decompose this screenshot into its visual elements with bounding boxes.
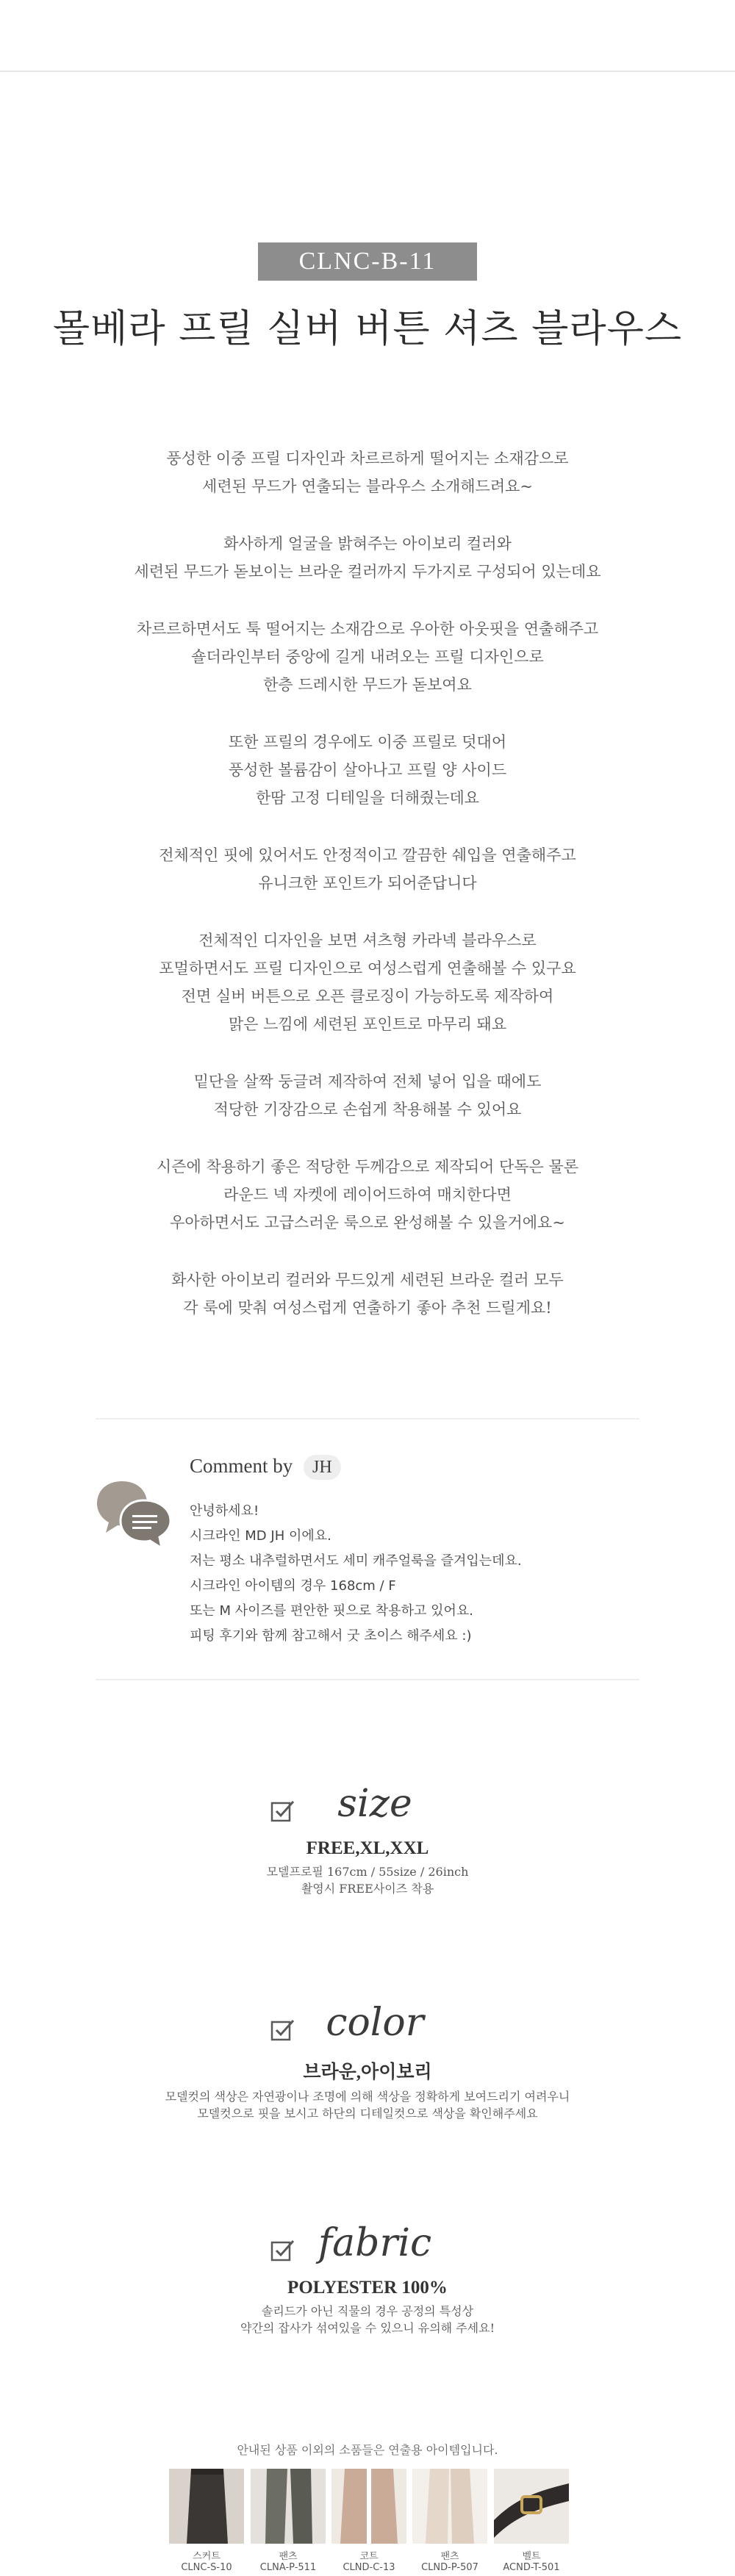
related-item[interactable] [494,2469,569,2573]
related-item-thumbnail[interactable] [169,2469,244,2544]
description-line: 유니크한 포인트가 되어준답니다 [258,874,477,892]
comment-line: 시크라인 아이템의 경우 168cm / F [190,1578,396,1594]
description-line: 적당한 기장감으로 손쉽게 착용해볼 수 있어요 [213,1101,522,1118]
fabric-value: POLYESTER 100% [287,2278,448,2298]
description-line: 전면 실버 버튼으로 오픈 클로징이 가능하도록 제작하여 [181,987,554,1005]
description-line: 라운드 넥 자켓에 레이어드하여 매치한다면 [223,1186,512,1204]
related-item[interactable] [251,2469,326,2573]
related-item-code: CLND-P-507 [421,2562,478,2573]
size-note-line: 촬영시 FREE사이즈 착용 [301,1882,434,1896]
checkbox-icon [270,2238,295,2263]
product-description [0,445,735,1351]
fabric-note [0,2303,735,2336]
color-value: 브라운,아이보리 [303,2062,432,2082]
related-item-type: 팬츠 [440,2551,459,2562]
related-item-thumbnail[interactable] [251,2469,326,2544]
product-code-badge: CLNC-B-11 [258,242,477,281]
related-item-label [169,2551,244,2573]
comment-line: 또는 M 사이즈를 편안한 핏으로 착용하고 있어요. [190,1603,473,1619]
related-item[interactable] [331,2469,406,2573]
related-item-label [331,2551,406,2573]
related-item-type: 팬츠 [279,2551,298,2562]
related-item-type: 벨트 [522,2551,541,2562]
description-line: 화사한 아이보리 컬러와 무드있게 세련된 브라운 컬러 모두 [171,1271,564,1289]
related-items-caption: 안내된 상품 이외의 소품들은 연출용 아이템입니다. [237,2443,498,2457]
comment-bottom-divider [96,1679,639,1680]
product-title: 몰베라 프릴 실버 버튼 셔츠 블라우스 [52,307,683,351]
description-paragraph [0,1068,735,1123]
description-paragraph [0,445,735,500]
description-paragraph [0,927,735,1038]
related-item-thumbnail[interactable] [494,2469,569,2544]
comment-line: 저는 평소 내추럴하면서도 세미 캐주얼룩을 즐겨입는데요. [190,1553,522,1569]
description-line: 전체적인 디자인을 보면 셔츠형 카라넥 블라우스로 [198,932,537,949]
description-line: 숄더라인부터 중앙에 길게 내려오는 프릴 디자인으로 [191,648,544,666]
description-line: 한층 드레시한 무드가 돋보여요 [263,676,472,694]
related-item-label [494,2551,569,2573]
comment-author-badge: JH [304,1455,341,1480]
description-line: 시즌에 착용하기 좋은 적당한 두께감으로 제작되어 단독은 물론 [156,1158,579,1176]
color-heading-row [0,1997,735,2048]
description-line: 맑은 느낌에 세련된 포인트로 마무리 돼요 [228,1015,507,1033]
comment-top-divider [96,1418,639,1420]
comment-line: 피팅 후기와 함께 참고해서 굿 초이스 해주세요 :) [190,1628,472,1644]
related-item-code: ACND-T-501 [503,2562,560,2573]
description-line: 밑단을 살짝 둥글려 제작하여 전체 넣어 입을 때에도 [193,1073,542,1090]
related-item-code: CLNA-P-511 [259,2562,317,2573]
fabric-spec [0,2217,735,2336]
description-paragraph [0,1266,735,1322]
size-value: FREE,XL,XXL [306,1838,429,1858]
color-note-line: 모델컷으로 핏을 보시고 하단의 디테일컷으로 색상을 확인해주세요 [197,2107,538,2120]
fabric-note-line: 솔리드가 아닌 직물의 경우 공정의 특성상 [261,2304,474,2318]
size-spec [0,1778,735,1897]
description-paragraph [0,728,735,812]
description-line: 포멀하면서도 프릴 디자인으로 여성스럽게 연출해볼 수 있구요 [159,960,576,977]
related-item-label [251,2551,326,2573]
comment-heading [190,1455,341,1480]
speech-bubbles-icon [94,1477,175,1550]
description-paragraph [0,841,735,897]
color-note [0,2088,735,2122]
checkbox-icon [270,2018,295,2043]
top-divider [0,71,735,72]
related-item-type: 코트 [359,2551,379,2562]
color-heading: color [326,2001,424,2045]
fabric-heading-row [0,2217,735,2269]
related-item-label [412,2551,487,2573]
description-line: 풍성한 볼륨감이 살아나고 프릴 양 사이드 [228,761,507,779]
comment-body [190,1499,660,1649]
description-line: 화사하게 얼굴을 밝혀주는 아이보리 컬러와 [223,535,512,553]
size-note [0,1863,735,1897]
color-spec [0,1997,735,2122]
comment-line: 안녕하세요! [190,1503,259,1519]
description-line: 우아하면서도 고급스러운 룩으로 완성해볼 수 있을거에요~ [170,1214,565,1231]
description-paragraph [0,615,735,699]
description-line: 각 룩에 맞춰 여성스럽게 연출하기 좋아 추천 드릴게요! [183,1299,552,1317]
description-line: 세련된 무드가 연출되는 블라우스 소개해드려요~ [201,478,533,495]
color-note-line: 모델컷의 색상은 자연광이나 조명에 의해 색상을 정확하게 보여드리기 여려우니 [165,2090,570,2104]
related-item-code: CLND-C-13 [343,2562,395,2573]
description-line: 한땀 고정 디테일을 더해줬는데요 [255,789,480,807]
description-line: 전체적인 핏에 있어서도 안정적이고 깔끔한 쉐입을 연출해주고 [159,846,576,864]
related-item[interactable] [169,2469,244,2573]
description-line: 차르르하면서도 툭 떨어지는 소재감으로 우아한 아웃핏을 연출해주고 [136,620,599,638]
related-item-type: 스커트 [193,2551,220,2562]
fabric-note-line: 약간의 잡사가 섞여있을 수 있으니 유의해 주세요! [240,2321,495,2335]
related-item-thumbnail[interactable] [331,2469,406,2544]
fabric-heading: fabric [318,2221,432,2265]
related-item-code: CLNC-S-10 [181,2562,232,2573]
comment-line: 시크라인 MD JH 이에요. [190,1528,331,1544]
description-paragraph [0,1153,735,1237]
description-line: 세련된 무드가 돋보이는 브라운 컬러까지 두가지로 구성되어 있는데요 [134,563,601,580]
size-heading-row [0,1778,735,1830]
checkbox-icon [270,1799,295,1824]
comment-label: Comment by [190,1455,293,1477]
related-item[interactable] [412,2469,487,2573]
size-heading: size [337,1782,412,1826]
related-item-thumbnail[interactable] [412,2469,487,2544]
description-paragraph [0,530,735,586]
size-note-line: 모델프로필 167cm / 55size / 26inch [266,1865,469,1879]
description-line: 또한 프릴의 경우에도 이중 프릴로 덧대어 [228,733,507,751]
description-line: 풍성한 이중 프릴 디자인과 차르르하게 떨어지는 소재감으로 [166,450,569,467]
